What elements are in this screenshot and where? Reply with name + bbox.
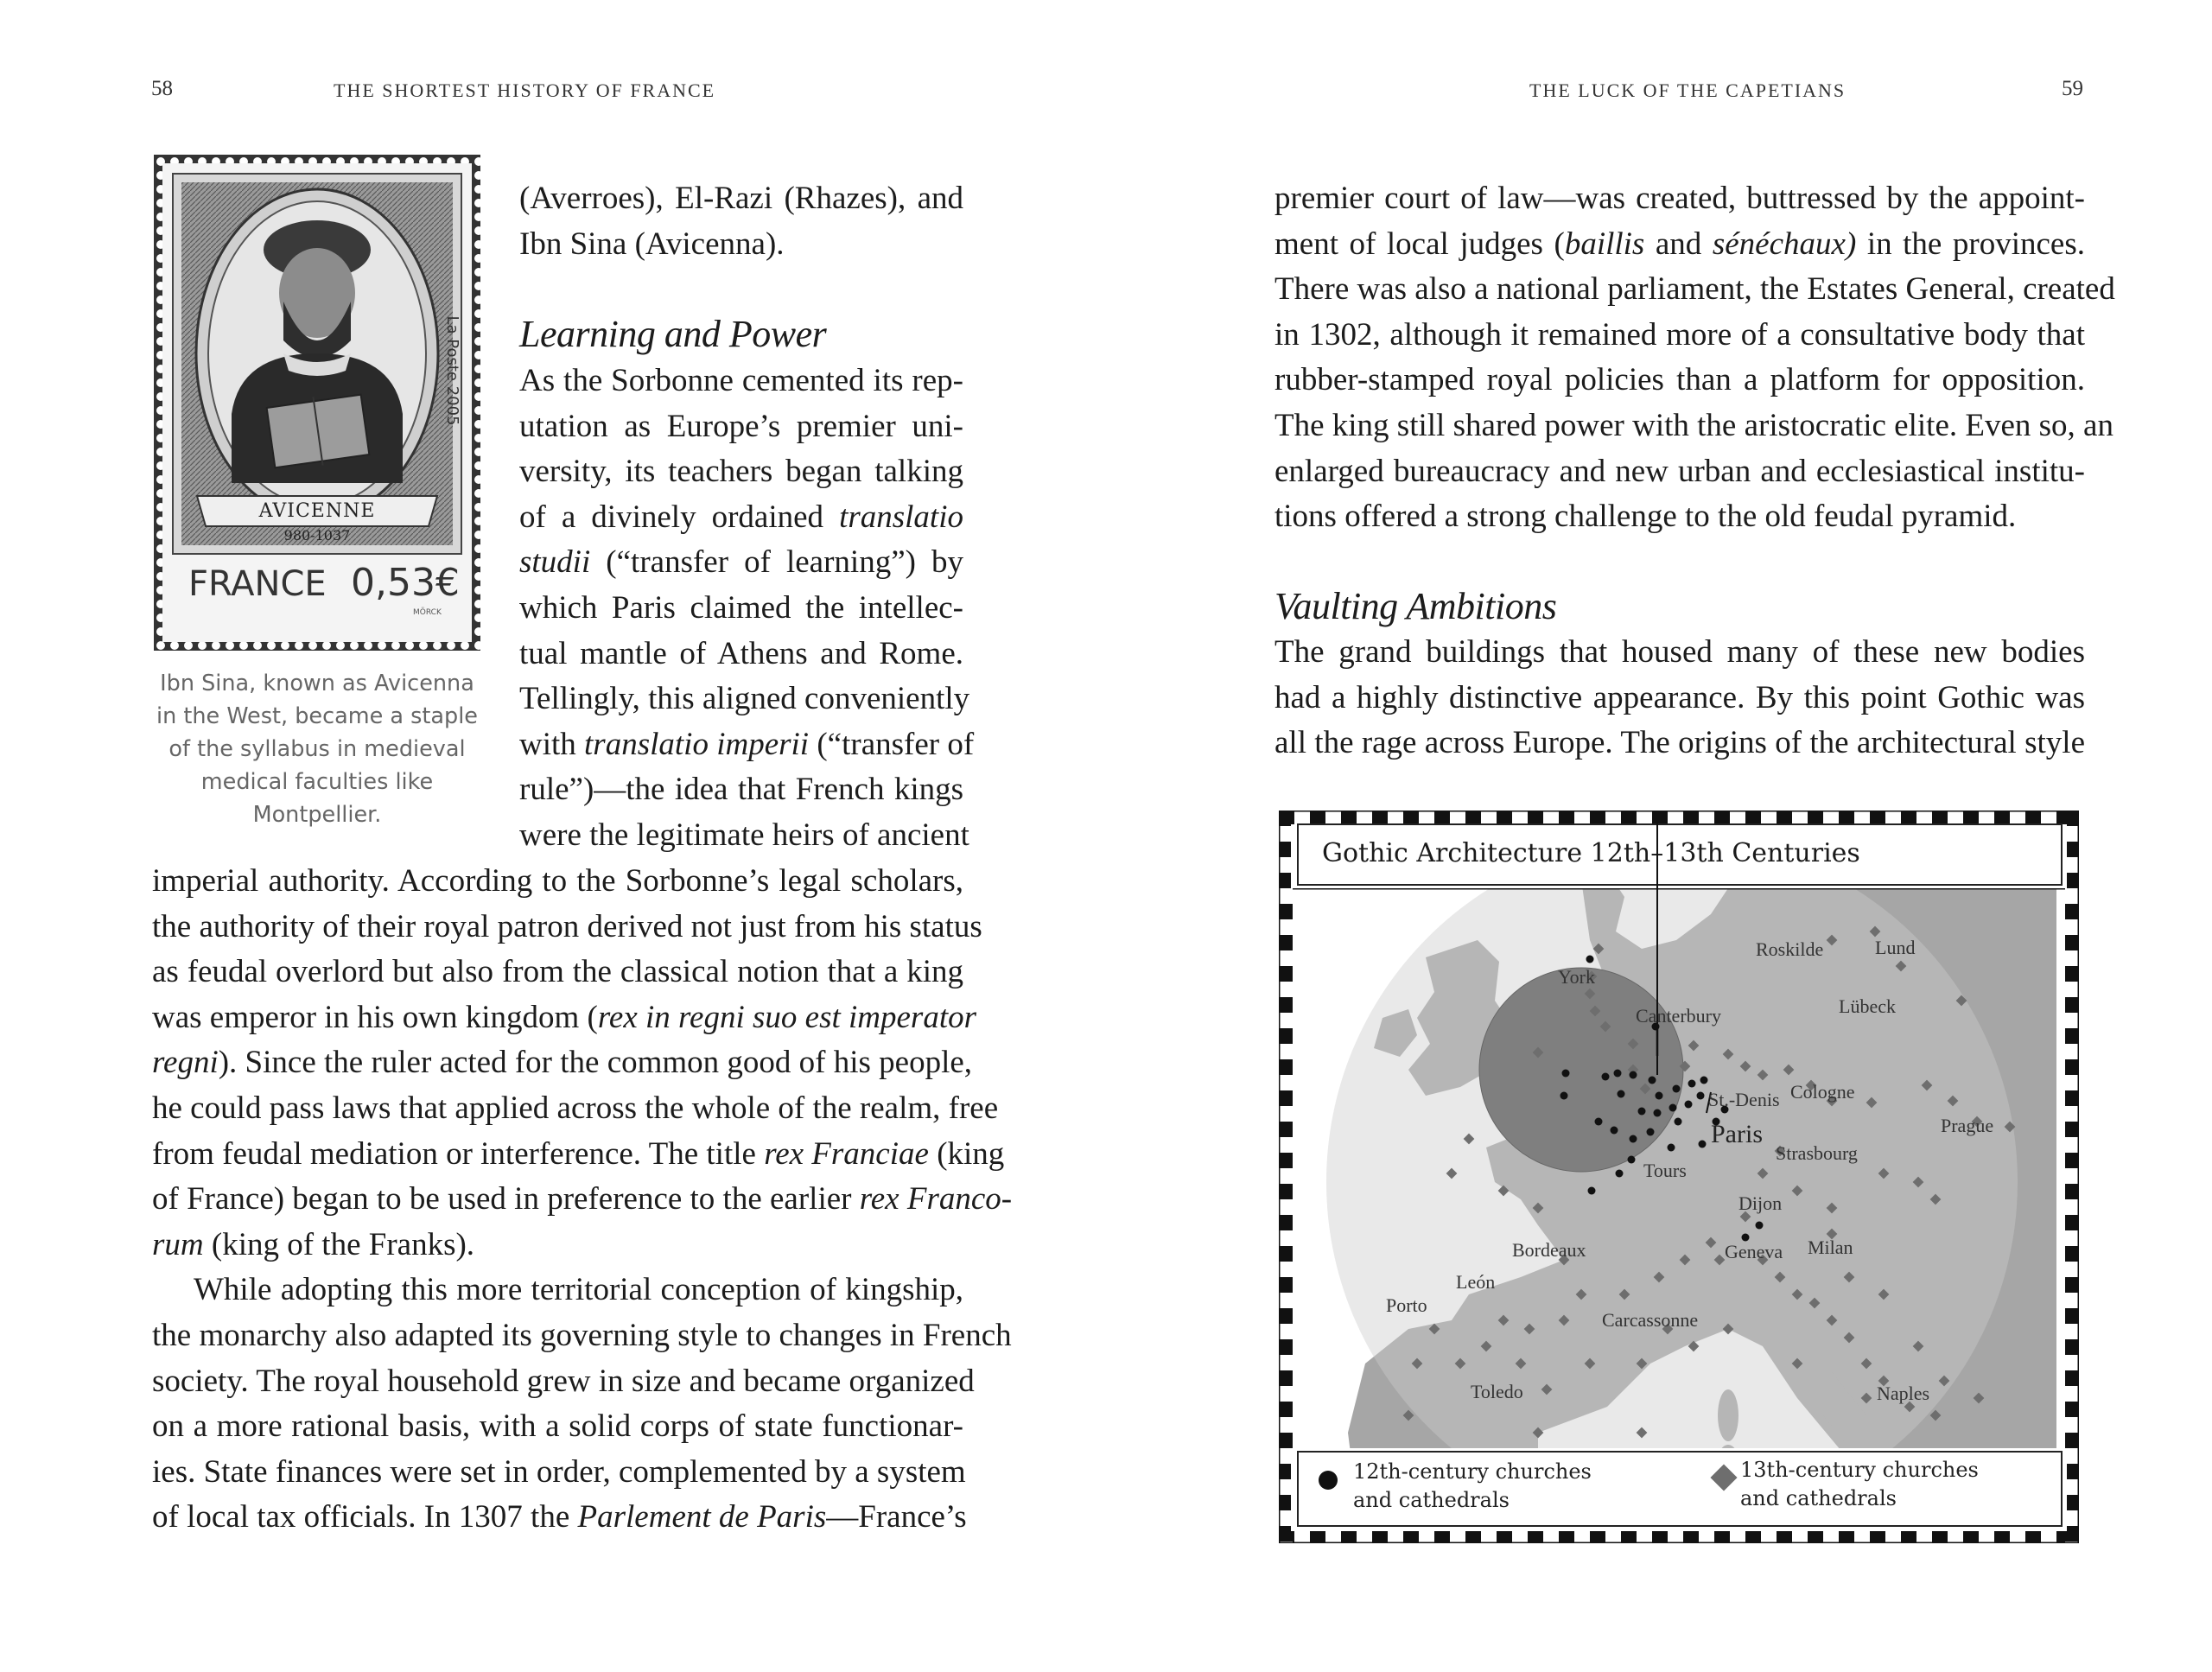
map-12th-century-site: [1675, 1118, 1682, 1126]
text-run: of France) began to be used in preference to the earlier: [152, 1181, 860, 1217]
text-run: from feudal mediation or interference. The title: [152, 1135, 765, 1172]
text-line: There was also a national parliament, the Estates General, created: [1274, 271, 2115, 308]
latin-term: baillis: [1564, 226, 1645, 262]
text-run: of a divinely ordained: [519, 499, 840, 535]
text-line: [152, 1177, 1013, 1223]
map-12th-century-site: [1588, 1187, 1596, 1195]
map-12th-century-site: [1700, 1077, 1708, 1084]
map-12th-century-site: [1630, 1135, 1637, 1143]
text-line: [519, 495, 963, 541]
map-12th-century-site: [1595, 1118, 1603, 1126]
text-line: tions offered a strong challenge to the old feudal pyramid.: [1274, 499, 2017, 535]
map-12th-century-site: [1656, 1092, 1663, 1100]
text-run: (king of the Franks).: [203, 1226, 475, 1262]
map-label-carcassonne: Carcassonne: [1602, 1309, 1699, 1331]
latin-term: regni: [152, 1045, 219, 1081]
latin-term: rum: [152, 1226, 204, 1262]
map-label-bordeaux: Bordeaux: [1512, 1239, 1586, 1261]
text-line: had a highly distinctive appearance. By this point Gothic was: [1274, 679, 2085, 715]
map-12th-century-site: [1647, 1128, 1655, 1136]
map-12th-century-site: [1669, 1104, 1677, 1112]
text-line: imperial authority. According to the Sorbonne’s legal scholars,: [152, 863, 963, 899]
text-line: utation as Europe’s premier uni-: [519, 408, 963, 444]
map-12th-century-site: [1560, 1092, 1568, 1100]
text-line: which Paris claimed the intellec-: [519, 589, 963, 626]
map-label-naples: Naples: [1877, 1383, 1930, 1404]
legend-12th-century-line2: and cathedrals: [1353, 1488, 1510, 1512]
map-label-strasbourg: Strasbourg: [1776, 1142, 1858, 1164]
text-line: [152, 1223, 963, 1268]
map-12th-century-site: [1673, 1085, 1681, 1093]
legend-13th-century-line1: 13th-century churches: [1740, 1458, 1979, 1482]
right-page-body-text-b: [1274, 630, 2085, 766]
map-label-lund: Lund: [1875, 937, 1916, 958]
caption-line: Ibn Sina, known as Avicenna: [160, 671, 474, 696]
map-12th-century-site: [1654, 1109, 1662, 1117]
legend-12th-century-line1: 12th-century churches: [1353, 1459, 1592, 1484]
map-12th-century-site: [1616, 1170, 1624, 1178]
latin-term: translatio: [839, 499, 963, 535]
text-line: society. The royal household grew in size and became organized: [152, 1363, 975, 1399]
caption-line: in the West, became a staple: [156, 703, 478, 729]
map-label-toledo: Toledo: [1471, 1381, 1523, 1402]
stamp-value-text: 0,53€: [351, 561, 460, 605]
map-label-roskilde: Roskilde: [1756, 938, 1824, 960]
text-run: with: [519, 726, 585, 762]
map-12th-century-site: [1697, 1092, 1705, 1100]
latin-term: translatio imperii: [584, 726, 810, 762]
stamp-country-text: FRANCE: [188, 564, 327, 604]
map-label-porto: Porto: [1386, 1294, 1427, 1316]
section-heading-learning-and-power: Learning and Power: [519, 313, 827, 355]
latin-term: rex Franco-: [859, 1181, 1013, 1217]
map-label-cologne: Cologne: [1790, 1081, 1855, 1103]
map-12th-century-site: [1586, 956, 1594, 963]
text-line: While adopting this more territorial conception of kingship,: [194, 1272, 963, 1308]
text-line: tual mantle of Athens and Rome.: [519, 635, 963, 671]
text-line: in 1302, although it remained more of a consultative body that: [1274, 316, 2085, 353]
latin-term: rex in regni suo est imperator: [597, 999, 977, 1035]
stamp-illustration: [154, 155, 480, 651]
page-number-left: 58: [151, 77, 173, 100]
map-label-dijon: Dijon: [1738, 1192, 1783, 1214]
text-line: the monarchy also adapted its governing style to changes in French: [152, 1317, 1012, 1353]
map-12th-century-site: [1649, 1077, 1656, 1084]
map-label-leon: León: [1456, 1271, 1496, 1293]
map-12th-century-site: [1685, 1101, 1693, 1109]
stamp-caption: [147, 667, 487, 831]
text-line: [152, 995, 977, 1041]
map-label-lubeck: Lübeck: [1839, 995, 1896, 1017]
stamp-name-text: AVICENNE: [258, 500, 376, 522]
map-12th-century-site: [1602, 1073, 1610, 1081]
map-ile-de-france-region: [1479, 968, 1683, 1172]
legend-12th-century-marker: [1319, 1471, 1338, 1490]
text-run: ). Since the ruler acted for the common good of his people,: [218, 1045, 973, 1081]
text-line: (Averroes), El-Razi (Rhazes), and: [519, 181, 963, 216]
text-line: rule”)—the idea that French kings: [519, 772, 963, 808]
text-line: The grand buildings that housed many of these new bodies: [1274, 634, 2085, 670]
text-line: premier court of law—was created, buttressed by the appoint-: [1274, 181, 2085, 216]
text-line: versity, its teachers began talking: [519, 454, 963, 490]
text-run: (“transfer of: [809, 726, 975, 762]
caption-line: medical faculties like: [200, 769, 434, 795]
stamp-designer-text: MÖRCK: [413, 608, 442, 617]
page-number-right: 59: [2062, 77, 2083, 100]
text-line: all the rage across Europe. The origins of the architectural style: [1274, 725, 2085, 761]
text-line: as feudal overlord but also from the classical notion that a king: [152, 954, 963, 990]
section-heading-vaulting-ambitions: Vaulting Ambitions: [1274, 585, 1557, 627]
map-label-canterbury: Canterbury: [1636, 1005, 1721, 1027]
text-line: [1274, 222, 2085, 268]
left-page-body-text: [152, 859, 1013, 1541]
stamp-side-text: La Poste 2005: [443, 315, 461, 426]
left-column-text-b: [519, 359, 975, 859]
text-run: —France’s: [826, 1499, 967, 1535]
text-line: on a more rational basis, with a solid corps of state functionar-: [152, 1408, 963, 1445]
text-line: the authority of their royal patron derived not just from his status: [152, 908, 982, 944]
latin-term: sénéchaux): [1712, 226, 1857, 262]
running-head-right: THE LUCK OF THE CAPETIANS: [1529, 79, 1847, 101]
map-svg: [1279, 811, 2079, 1543]
text-line: he could pass laws that applied across the whole of the realm, free: [152, 1090, 999, 1126]
map-12th-century-site: [1699, 1141, 1707, 1148]
text-run: in the provinces.: [1856, 226, 2085, 262]
text-line: The king still shared power with the aristocratic elite. Even so, an: [1274, 407, 2113, 443]
map-label-milan: Milan: [1808, 1237, 1853, 1258]
text-run: of local tax officials. In 1307 the: [152, 1499, 578, 1535]
text-run: (king: [928, 1135, 1005, 1172]
text-line: [152, 1132, 1005, 1178]
map-12th-century-site: [1611, 1127, 1618, 1135]
left-column-text-a: [519, 176, 963, 267]
map-12th-century-site: [1618, 1090, 1625, 1098]
gothic-architecture-map: [1279, 811, 2079, 1543]
caption-line: Montpellier.: [252, 802, 382, 828]
avicenna-stamp-image: [154, 155, 480, 651]
map-12th-century-site: [1668, 1144, 1675, 1152]
latin-term: studii: [519, 544, 591, 581]
map-12th-century-site: [1614, 1070, 1622, 1078]
text-line: [152, 1040, 973, 1086]
map-title: Gothic Architecture 12th–13th Centuries: [1322, 838, 1860, 868]
map-label-geneva: Geneva: [1725, 1241, 1783, 1262]
map-12th-century-site: [1630, 1071, 1637, 1079]
latin-term: Parlement de Paris: [577, 1499, 827, 1535]
text-line: [519, 722, 975, 768]
legend-13th-century-line2: and cathedrals: [1740, 1486, 1897, 1510]
map-12th-century-site: [1638, 1108, 1646, 1116]
text-line: ies. State finances were set in order, complemented by a system: [152, 1453, 966, 1490]
text-line: [152, 1495, 967, 1541]
running-head-left: THE SHORTEST HISTORY OF FRANCE: [334, 79, 716, 101]
text-run: ment of local judges (: [1274, 226, 1565, 262]
map-label-st-denis: St.-Denis: [1708, 1089, 1780, 1110]
right-page-body-text-a: [1274, 176, 2115, 540]
text-run: and: [1644, 226, 1713, 262]
map-12th-century-site: [1562, 1070, 1570, 1078]
text-line: Ibn Sina (Avicenna).: [519, 226, 785, 262]
map-12th-century-site: [1688, 1080, 1696, 1088]
text-line: [519, 540, 963, 586]
text-line: enlarged bureaucracy and new urban and ecclesiastical institu-: [1274, 453, 2085, 489]
map-12th-century-site: [1756, 1222, 1764, 1230]
text-run: (“transfer of learning”) by: [590, 544, 963, 581]
map-12th-century-site: [1628, 1156, 1636, 1164]
map-label-tours: Tours: [1643, 1160, 1687, 1181]
latin-term: rex Franciae: [764, 1135, 929, 1172]
text-line: As the Sorbonne cemented its rep-: [519, 363, 963, 398]
text-line: rubber-stamped royal policies than a platform for opposition.: [1274, 362, 2085, 398]
text-run: was emperor in his own kingdom (: [152, 999, 598, 1035]
stamp-dates-text: 980-1037: [283, 527, 351, 544]
map-label-prague: Prague: [1941, 1115, 1994, 1136]
map-label-paris: Paris: [1711, 1120, 1763, 1148]
text-line: were the legitimate heirs of ancient: [519, 817, 969, 853]
caption-line: of the syllabus in medieval: [168, 736, 466, 762]
map-label-york: York: [1558, 966, 1596, 988]
text-line: Tellingly, this aligned conveniently: [519, 681, 970, 717]
